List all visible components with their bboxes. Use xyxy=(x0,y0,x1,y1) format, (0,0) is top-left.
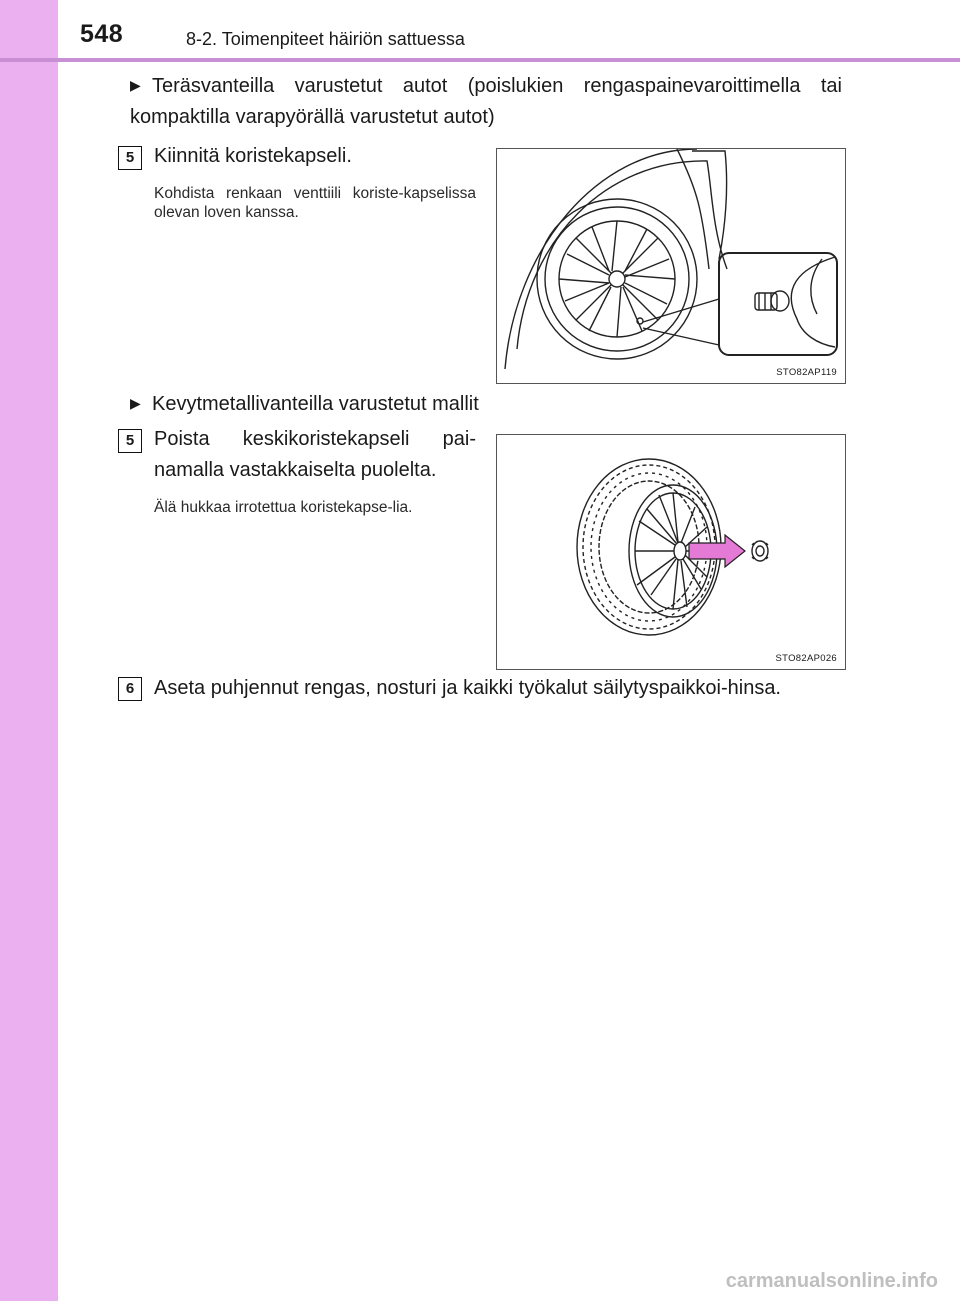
step-instruction: Kiinnitä koristekapseli. xyxy=(154,145,352,167)
watermark: carmanualsonline.info xyxy=(725,1270,938,1292)
triangle-bullet-icon: ▶ xyxy=(130,395,141,411)
triangle-bullet-icon: ▶ xyxy=(130,77,141,93)
wheel-cap-valve-illustration xyxy=(497,149,845,383)
step-number-badge: 5 xyxy=(118,146,142,170)
step-instruction: Poista keskikoristekapseli pai-namalla vastakkaiselta puolelta. xyxy=(154,428,476,481)
wheel-center-cap-removal-illustration xyxy=(497,435,845,669)
condition-steel-wheels xyxy=(130,70,842,133)
step-note: Kohdista renkaan venttiili koriste-kapselissa olevan loven kanssa. xyxy=(154,185,476,221)
figure-code: STO82AP119 xyxy=(776,367,837,378)
step-instruction: Aseta puhjennut rengas, nosturi ja kaikki työkalut säilytyspaikkoi-hinsa. xyxy=(154,677,781,699)
figure-wheel-cap xyxy=(496,148,846,384)
condition-alloy-wheels xyxy=(130,388,630,420)
header-rule xyxy=(0,58,960,62)
step-number-badge: 6 xyxy=(118,677,142,701)
page-number: 548 xyxy=(80,20,124,48)
figure-center-cap xyxy=(496,434,846,670)
condition-text: Kevytmetallivanteilla varustetut mallit xyxy=(152,393,479,415)
condition-text: Teräsvanteilla varustetut autot (poislukien rengaspainevaroittimella tai kompaktilla varapyörällä varustetut autot) xyxy=(130,75,842,128)
chapter-sidebar xyxy=(0,0,58,1301)
step-number-badge: 5 xyxy=(118,429,142,453)
figure-code: STO82AP026 xyxy=(775,653,837,664)
section-title: 8-2. Toimenpiteet häiriön sattuessa xyxy=(186,29,465,49)
step-note: Älä hukkaa irrotettua koristekapse-lia. xyxy=(154,499,413,516)
